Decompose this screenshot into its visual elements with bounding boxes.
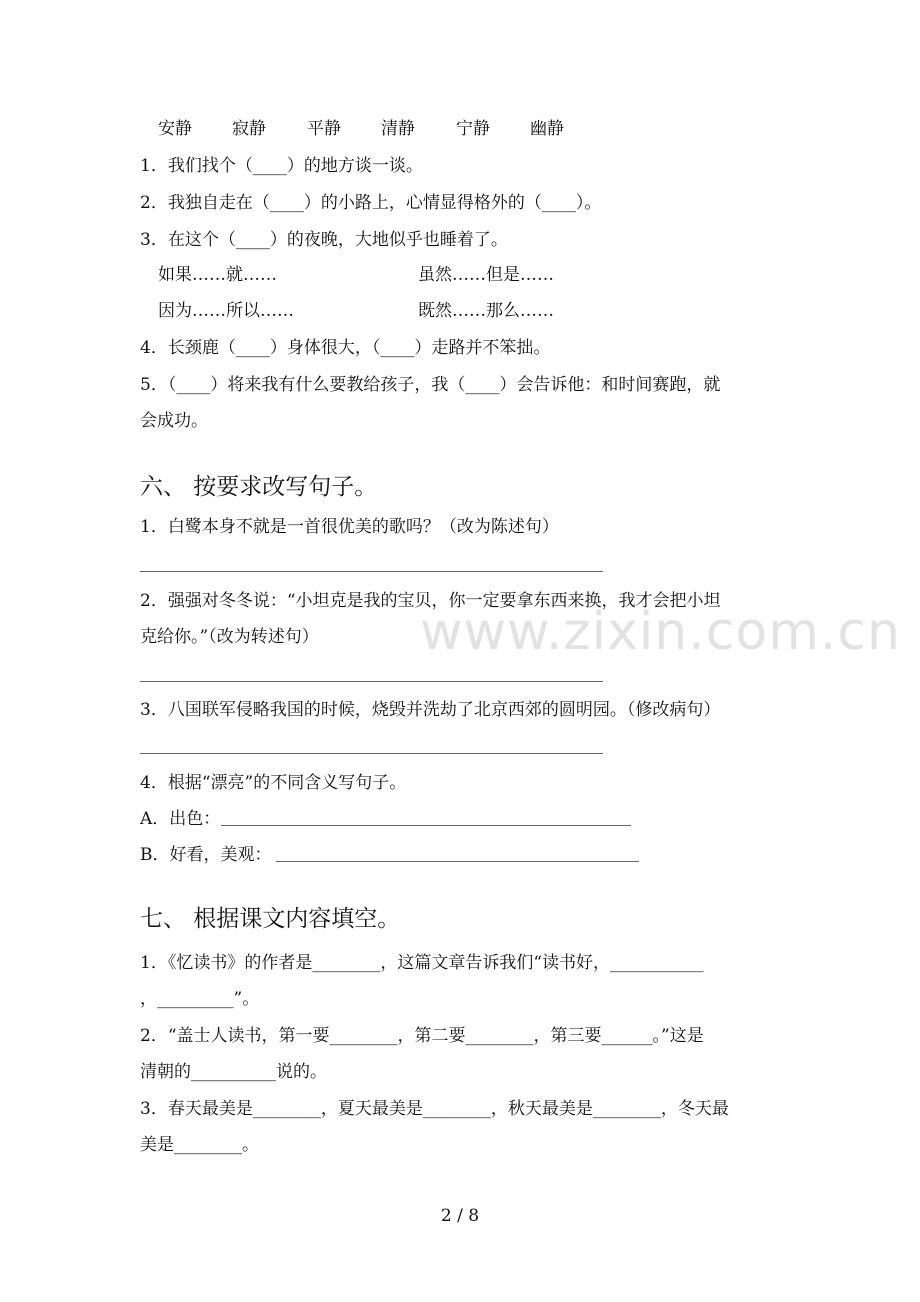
question-line: 克给你。”（改为转述句） [140,627,319,647]
answer-line[interactable] [140,571,603,572]
answer-line[interactable] [276,861,639,862]
question-line: 2．强强对冬冬说：“小坦克是我的宝贝，你一定要拿东西来换，我才会把小坦 [140,591,721,611]
section-heading: 六、 按要求改写句子。 [140,474,378,500]
question-line: 3．八国联军侵略我国的时候，烧毁并洗劫了北京西郊的圆明园。（修改病句） [140,700,721,720]
page-number: 2 / 8 [440,1206,480,1226]
answer-line[interactable] [140,753,603,754]
word-bank-item: 清静 [381,119,415,139]
question-line: 1．我们找个（____）的地方谈一谈。 [140,156,423,176]
question-line: 4．根据“漂亮”的不同含义写句子。 [140,773,407,793]
question-line: ，_________”。 [140,989,260,1009]
question-line: 3．春天最美是________，夏天最美是________，秋天最美是________，冬天最 [140,1099,729,1119]
section-heading: 七、 根据课文内容填空。 [140,906,401,932]
word-bank-item: 寂静 [232,119,266,139]
question-line: 5．（____）将来我有什么要教给孩子，我（____）会告诉他：和时间赛跑，就 [140,375,721,395]
question-line: 2．“盖士人读书，第一要________，第二要________，第三要______。”这是 [140,1026,704,1046]
question-line: 3．在这个（____）的夜晚，大地似乎也睡着了。 [140,230,508,250]
question-line: 4．长颈鹿（____）身体很大，（____）走路并不笨拙。 [140,338,551,358]
watermark: www.zixin.com.cn [420,602,901,662]
word-bank-item: 幽静 [530,119,564,139]
option-line: A．出色： [140,809,221,829]
word-bank-item: 平静 [307,119,341,139]
question-line: 会成功。 [140,411,208,431]
answer-line[interactable] [221,825,631,826]
question-line: 1．白鹭本身不就是一首很优美的歌吗？（改为陈述句） [140,517,559,537]
conjunction-option: 虽然……但是…… [418,265,554,285]
conjunction-option: 因为……所以…… [158,301,294,321]
conjunction-option: 如果……就…… [158,265,277,285]
word-bank-item: 安静 [158,119,192,139]
question-line: 美是________。 [140,1135,259,1155]
question-line: 2．我独自走在（____）的小路上，心情显得格外的（____）。 [140,193,602,213]
option-line: B．好看，美观： [140,845,272,865]
question-line: 清朝的__________说的。 [140,1062,327,1082]
conjunction-option: 既然……那么…… [418,301,554,321]
word-bank-item: 宁静 [456,119,490,139]
question-line: 1．《忆读书》的作者是________，这篇文章告诉我们“读书好，___________ [140,953,704,973]
answer-line[interactable] [140,681,603,682]
